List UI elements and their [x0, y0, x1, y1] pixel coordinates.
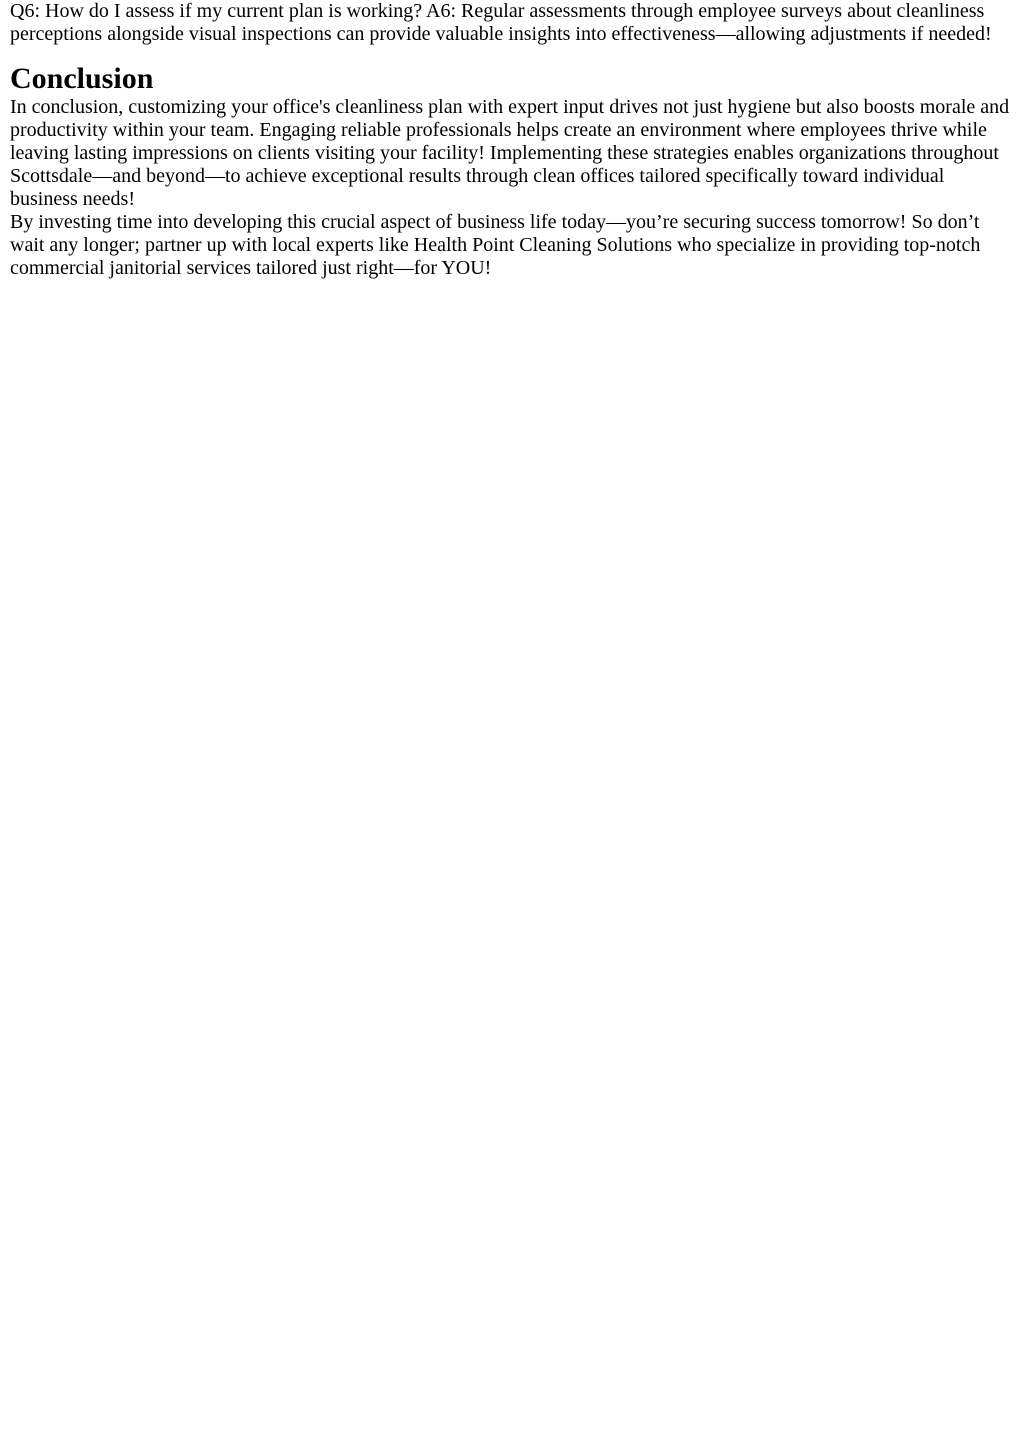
conclusion-paragraph-1: In conclusion, customizing your office's cleanliness plan with expert input drives not just hygiene but also boosts morale and productivity within your team. Engaging reliable professionals helps create an environment where employees thrive while leaving lasting impressions on clients visiting your facility! Implementing these strategies enables organizations throughout Scottsdale—and beyond—to achieve exceptional results through clean offices tailored specifically toward individual business needs! — [10, 96, 1010, 210]
conclusion-paragraph-2: By investing time into developing this crucial aspect of business life today—you’re securing success tomorrow! So don’t wait any longer; partner up with local experts like Health Point Cleaning Solutions who specialize in providing top-notch commercial janitorial services tailored just right—for YOU! — [10, 211, 981, 279]
faq-q6-text: Q6: How do I assess if my current plan is working? A6: Regular assessments through employee surveys about cleanliness perceptions alongside visual inspections can provide valuable insights into effectiveness—allowing adjustments if needed! — [10, 0, 992, 45]
article-content — [0, 0, 1024, 280]
conclusion-heading: Conclusion — [10, 62, 154, 95]
